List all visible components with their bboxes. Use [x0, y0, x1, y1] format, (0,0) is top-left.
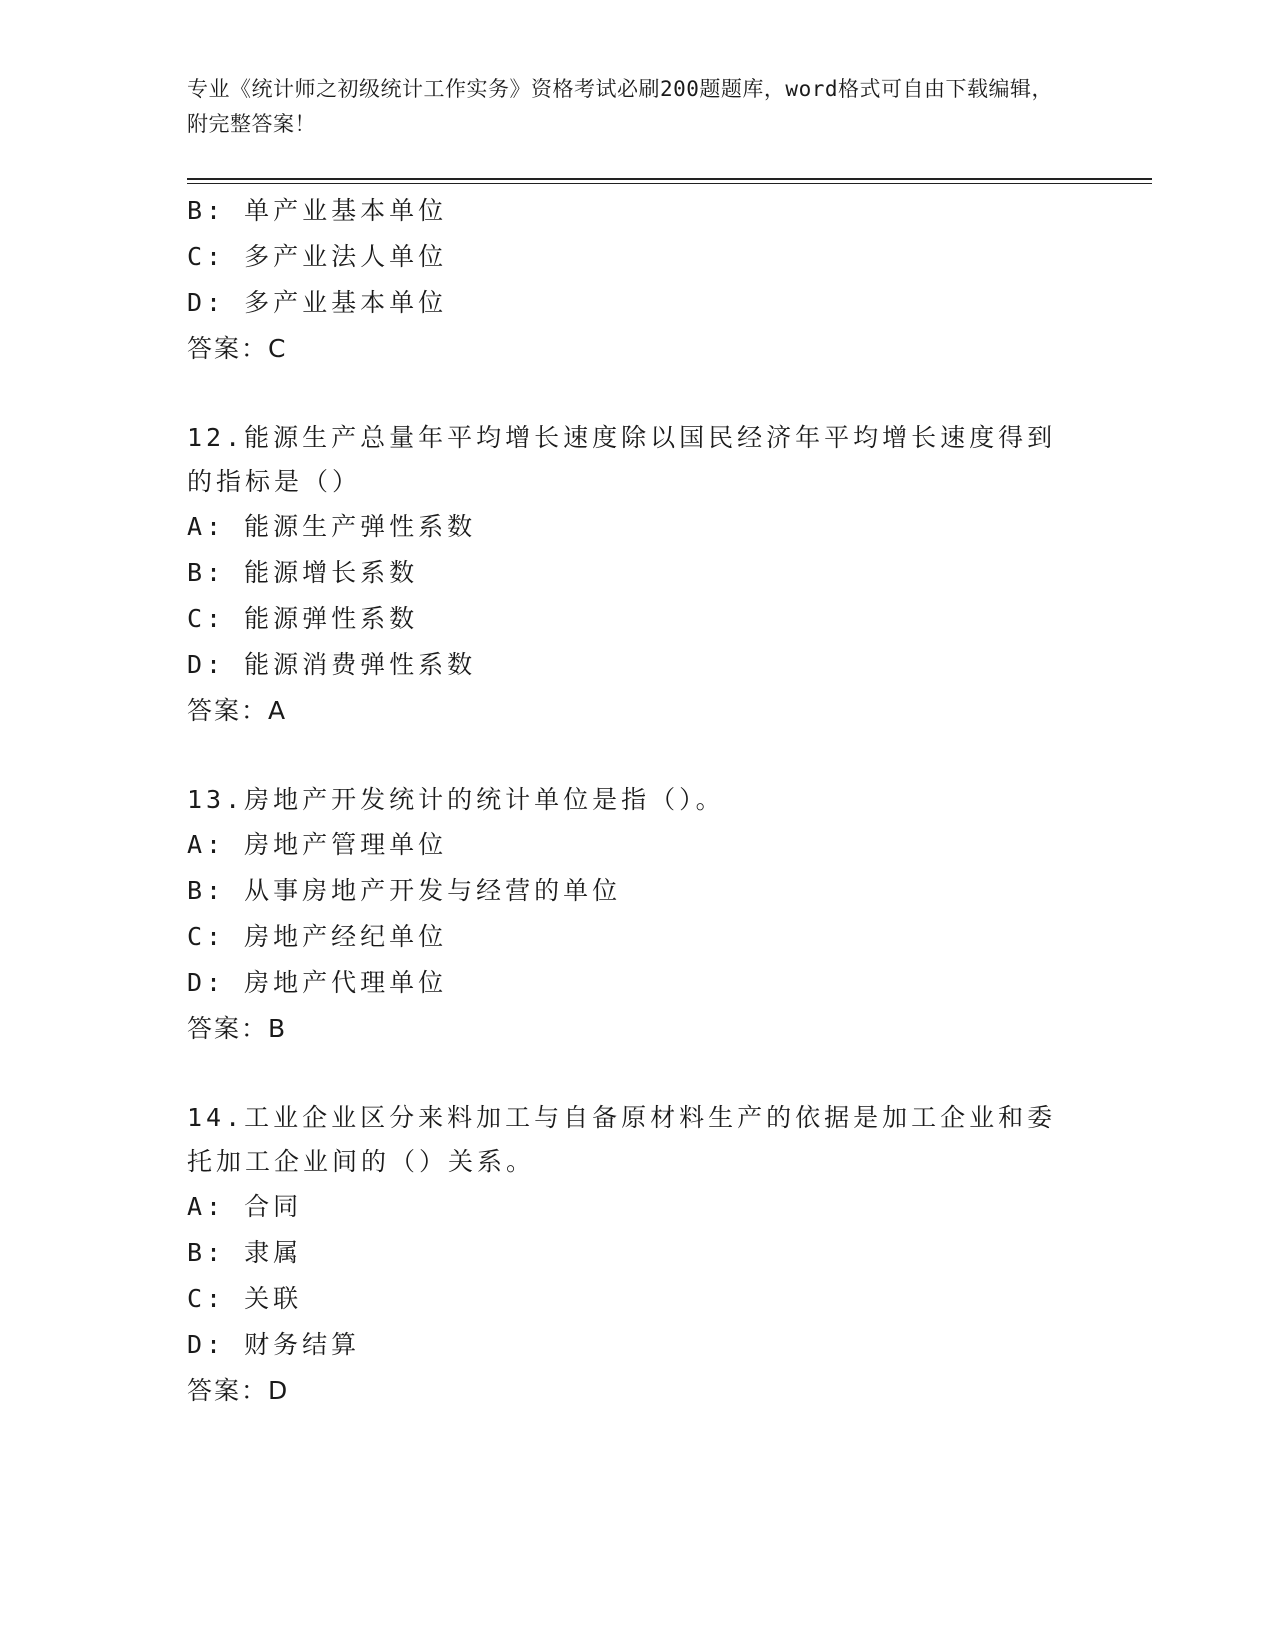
option-line: B: 从事房地产开发与经营的单位	[187, 876, 622, 905]
answer-line: 答案：D	[187, 1376, 290, 1405]
question-list	[187, 188, 1087, 1414]
option-line: B: 能源增长系数	[187, 558, 419, 587]
header-rule-thick	[187, 178, 1152, 180]
option-line: D: 多产业基本单位	[187, 288, 448, 317]
option-line: C: 关联	[187, 1284, 303, 1313]
option-line: B: 单产业基本单位	[187, 196, 448, 225]
option-line: C: 多产业法人单位	[187, 242, 448, 271]
answer-line: 答案：C	[187, 334, 288, 363]
question-11-continued	[187, 188, 1087, 372]
page-header: 专业《统计师之初级统计工作实务》资格考试必刷200题题库，word格式可自由下载编辑，附完整答案！	[187, 77, 1053, 136]
option-line: A: 房地产管理单位	[187, 830, 448, 859]
option-line: D: 能源消费弹性系数	[187, 650, 477, 679]
option-line: D: 房地产代理单位	[187, 968, 448, 997]
option-line: A: 能源生产弹性系数	[187, 512, 477, 541]
option-line: B: 隶属	[187, 1238, 303, 1267]
question-14	[187, 1096, 1087, 1414]
option-line: A: 合同	[187, 1192, 303, 1221]
question-stem: 13.房地产开发统计的统计单位是指（）。	[187, 785, 725, 814]
option-line: D: 财务结算	[187, 1330, 361, 1359]
option-line: C: 能源弹性系数	[187, 604, 419, 633]
answer-line: 答案：A	[187, 696, 288, 725]
option-line: C: 房地产经纪单位	[187, 922, 448, 951]
question-stem: 14.工业企业区分来料加工与自备原材料生产的依据是加工企业和委托加工企业间的（）关系。	[187, 1103, 1057, 1176]
question-12	[187, 416, 1087, 734]
question-13	[187, 778, 1087, 1052]
question-stem: 12.能源生产总量年平均增长速度除以国民经济年平均增长速度得到的指标是（）	[187, 423, 1057, 496]
header-rule-thin	[187, 183, 1152, 184]
answer-line: 答案：B	[187, 1014, 288, 1043]
